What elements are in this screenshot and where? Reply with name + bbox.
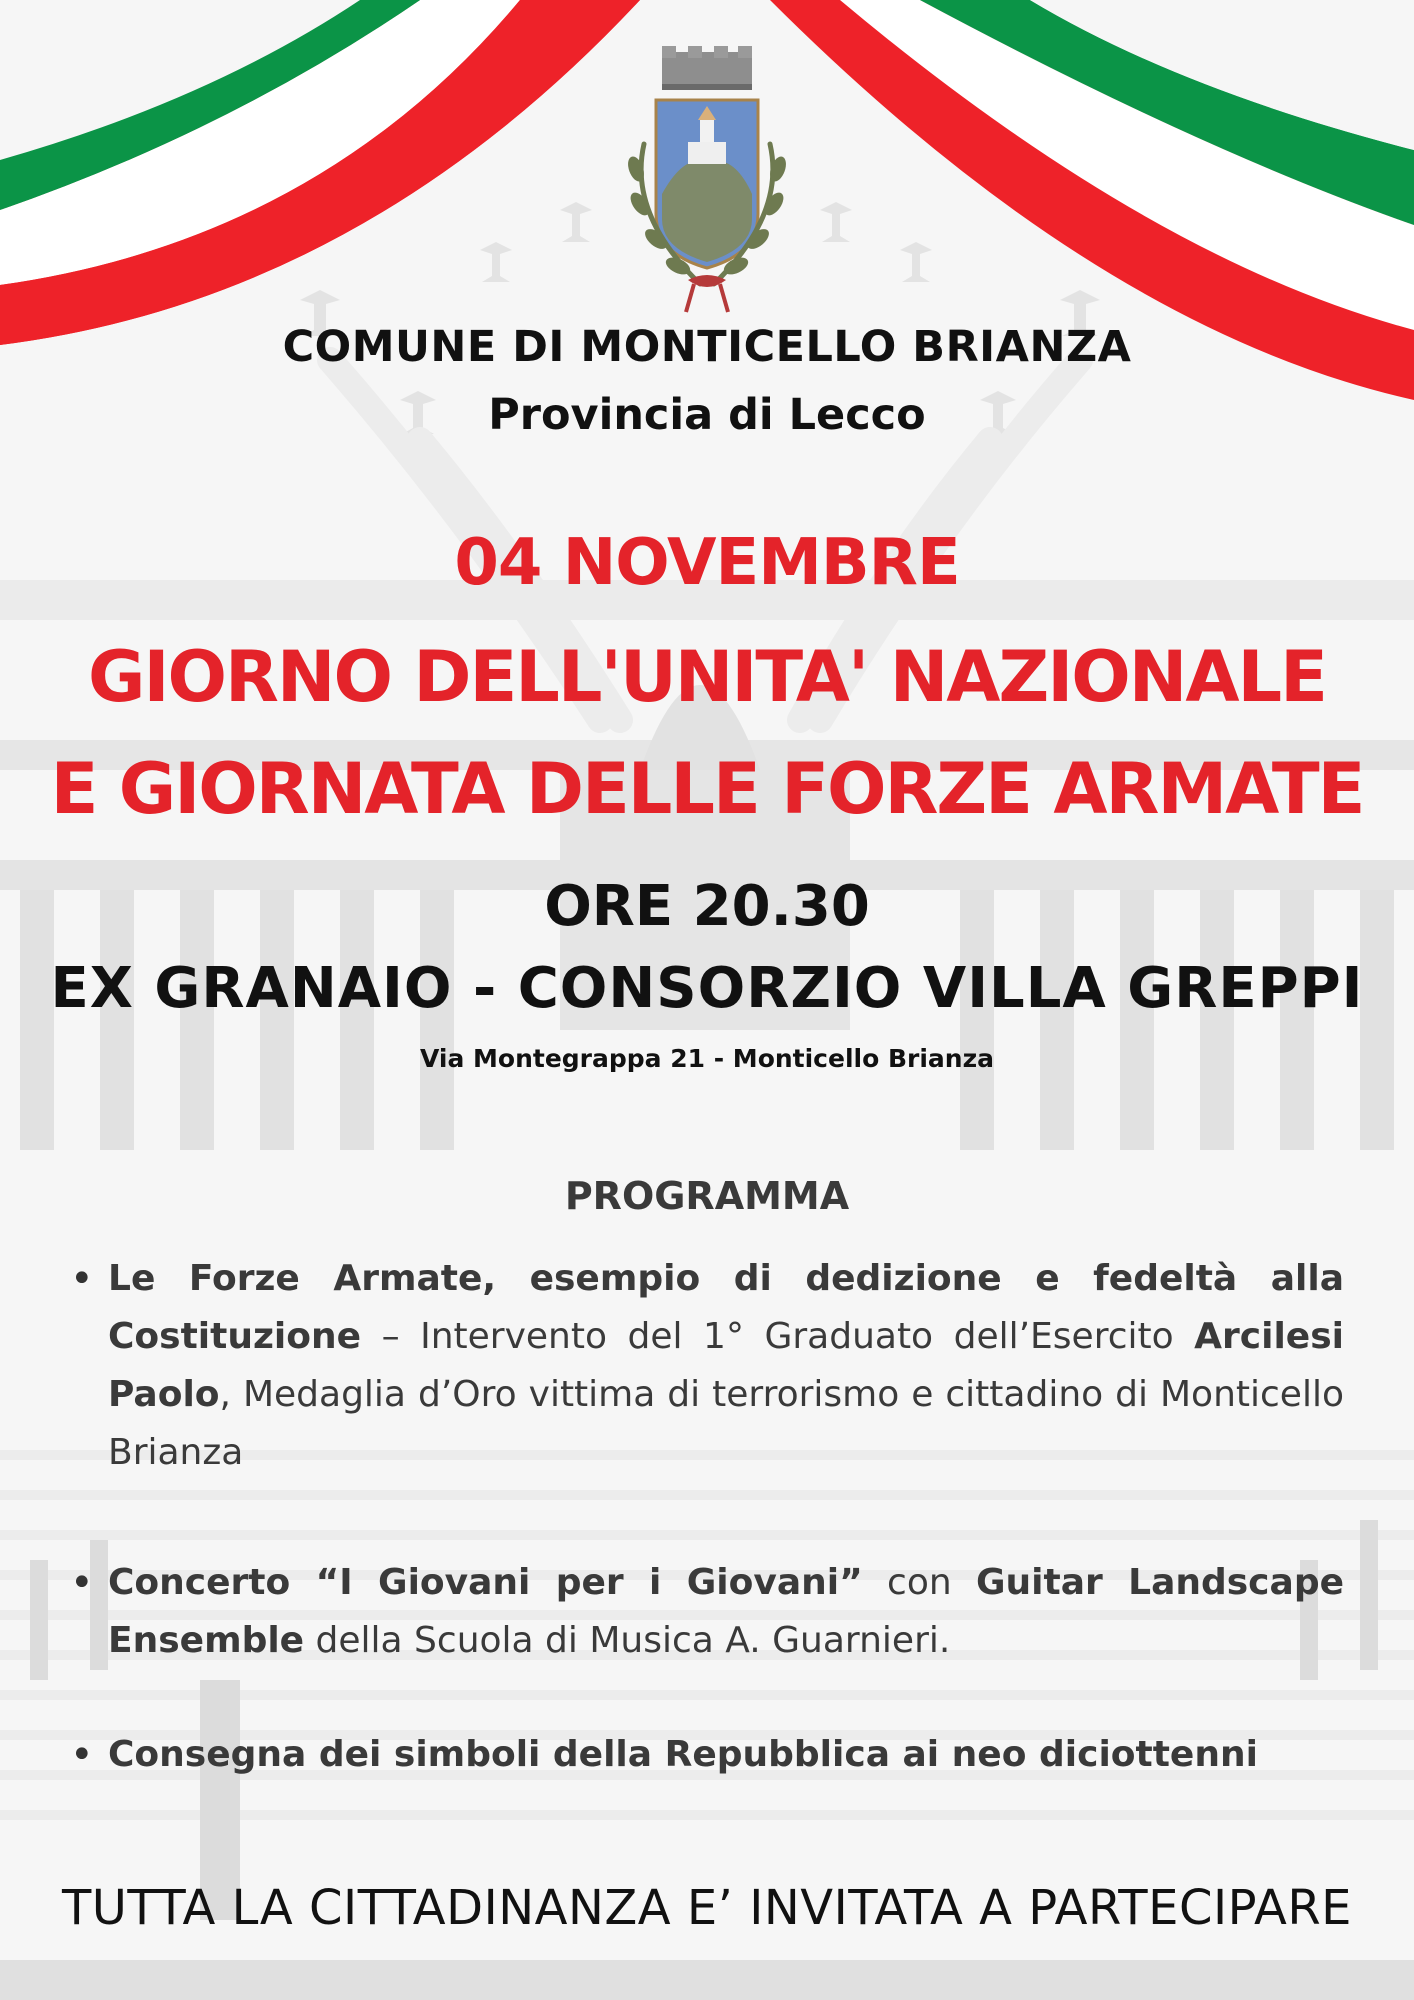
item2-bold1: Concerto “I Giovani per i Giovani” xyxy=(108,1562,863,1603)
programma-list xyxy=(70,1250,1344,1784)
item2-bold2: Guitar Landscape Ensemble xyxy=(108,1562,1345,1661)
provincia-name: Provincia di Lecco xyxy=(488,390,926,440)
item1-text1: – Intervento del 1° Graduato dell’Esercito xyxy=(361,1316,1195,1357)
item2-text2: della Scuola di Musica A. Guarnieri. xyxy=(304,1620,951,1661)
invitation-footer: TUTTA LA CITTADINANZA E’ INVITATA A PARTECIPARE xyxy=(61,1880,1353,1936)
item1-text2: , Medaglia d’Oro vittima di terrorismo e cittadino di Monticello Brianza xyxy=(108,1374,1344,1473)
list-spacer xyxy=(70,1670,1344,1726)
item2-text1: con xyxy=(862,1562,976,1603)
list-spacer xyxy=(70,1482,1344,1554)
programma-item-2 xyxy=(70,1554,1344,1670)
programma-heading: PROGRAMMA xyxy=(564,1174,850,1218)
coat-of-arms-icon xyxy=(604,44,810,314)
item3-bold1: Consegna dei simboli della Repubblica ai neo diciottenni xyxy=(108,1734,1258,1775)
programma-item-3 xyxy=(70,1726,1344,1784)
programma-item-1 xyxy=(70,1250,1344,1482)
comune-name: COMUNE DI MONTICELLO BRIANZA xyxy=(282,322,1132,372)
event-time: ORE 20.30 xyxy=(544,874,870,939)
item1-bold2: Arcilesi Paolo xyxy=(108,1316,1344,1415)
event-title-line2: E GIORNATA DELLE FORZE ARMATE xyxy=(50,748,1364,830)
event-venue: EX GRANAIO - CONSORZIO VILLA GREPPI xyxy=(50,956,1364,1021)
event-title-line1: GIORNO DELL'UNITA' NAZIONALE xyxy=(88,636,1326,718)
crown-icon xyxy=(662,46,752,90)
event-address: Via Montegrappa 21 - Monticello Brianza xyxy=(419,1044,995,1073)
item1-bold1: Le Forze Armate, esempio di dedizione e fedeltà alla Costituzione xyxy=(108,1258,1344,1357)
event-date: 04 NOVEMBRE xyxy=(454,526,960,600)
